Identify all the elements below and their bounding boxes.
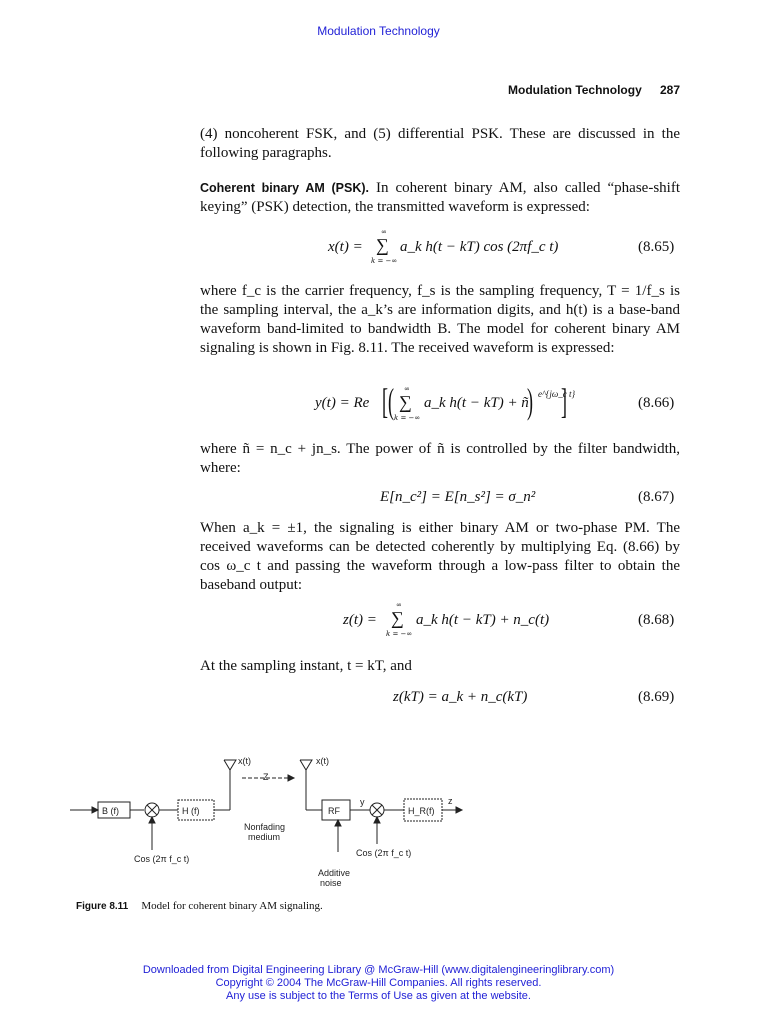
label-noise-2: noise <box>320 878 342 888</box>
footer-line-1[interactable]: Downloaded from Digital Engineering Library @ McGraw-Hill (www.digitalengineeringlibrary.com) <box>142 964 615 976</box>
eq-8-69: z(kT) = a_k + n_c(kT) <box>393 689 528 705</box>
eq-number: (8.66) <box>638 395 675 411</box>
label-x-out: x(t) <box>316 756 329 766</box>
eq-8-66-exp: e^{jω_c t} <box>538 389 576 399</box>
eq-8-66-rhs: a_k h(t − kT) + ñ <box>424 395 529 411</box>
figure-caption <box>76 894 323 913</box>
paragraph-2 <box>200 179 680 217</box>
page-number: 287 <box>660 83 681 97</box>
figure-caption-text: Model for coherent binary AM signaling. <box>141 900 323 912</box>
paragraph-6: At the sampling instant, t = kT, and <box>200 658 412 674</box>
label-hf: H (f) <box>182 806 200 816</box>
label-z: z <box>448 796 453 806</box>
sum-upper: ∞ <box>396 601 402 609</box>
eq-number: (8.69) <box>638 689 675 705</box>
eq-8-68-rhs: a_k h(t − kT) + n_c(t) <box>416 612 550 628</box>
sum-lower: k = −∞ <box>394 414 421 422</box>
paragraph-2-text: In coherent binary AM, also called “phase-shift keying” (PSK) detection, the transmitted waveform is expressed: <box>200 180 680 215</box>
label-bf: B (f) <box>102 806 119 816</box>
label-cos-2: Cos (2π f_c t) <box>356 848 412 858</box>
label-noise: Additive <box>318 868 351 878</box>
running-head: Modulation Technology <box>508 83 642 97</box>
bracket-right: ] <box>561 381 567 421</box>
eq-8-65-rhs: a_k h(t − kT) cos (2πf_c t) <box>400 239 559 255</box>
eq-8-67: E[n_c²] = E[n_s²] = σ_n² <box>380 489 536 505</box>
label-cos-1: Cos (2π f_c t) <box>134 854 190 864</box>
label-medium-2: medium <box>248 832 281 842</box>
eq-8-68-lhs: z(t) = <box>343 612 377 628</box>
eq-number: (8.67) <box>638 489 675 505</box>
eq-number: (8.68) <box>638 612 675 628</box>
eq-8-65-lhs: x(t) = <box>328 239 363 255</box>
paragraph-5: When a_k = ±1, the signaling is either binary AM or two-phase PM. The received waveforms can be detected coherently by multiplying Eq. (8.66) by cos ω_c t and passing the waveform through a low-pass filter to obtain the baseband output: <box>200 520 680 593</box>
sum-upper: ∞ <box>381 228 387 236</box>
bracket-left: [( <box>381 381 394 421</box>
sum-symbol: ∑ <box>399 392 412 412</box>
label-hr: H_R(f) <box>408 806 435 816</box>
sum-symbol: ∑ <box>376 235 389 255</box>
sum-symbol: ∑ <box>391 608 404 628</box>
sum-upper: ∞ <box>404 385 410 393</box>
label-rf: RF <box>328 806 340 816</box>
footer-line-2: Copyright © 2004 The McGraw-Hill Companies. All rights reserved. <box>215 977 542 989</box>
paragraph-lead: Coherent binary AM (PSK). <box>200 181 370 195</box>
paragraph-4: where ñ = n_c + jn_s. The power of ñ is controlled by the filter bandwidth, where: <box>200 441 680 476</box>
label-z-medium: Z <box>263 772 269 782</box>
figure-label: Figure 8.11 <box>76 901 129 912</box>
label-medium: Nonfading <box>244 822 286 832</box>
eq-8-66-lhs: y(t) = Re <box>315 395 370 411</box>
bracket-close: ) <box>527 381 533 421</box>
sum-lower: k = −∞ <box>386 630 413 638</box>
paragraph-3: where f_c is the carrier frequency, f_s is the sampling frequency, T = 1/f_s is the sampling interval, the a_k’s are information digits, and h(t) is a base-band waveform band-limited to bandwidth B. The model for coherent binary AM signaling is shown in Fig. 8.11. The received waveform is expressed: <box>200 283 680 356</box>
label-x-in: x(t) <box>238 756 251 766</box>
block-diagram <box>70 752 470 892</box>
eq-number: (8.65) <box>638 239 675 255</box>
footer-line-3[interactable]: Any use is subject to the Terms of Use as given at the website. <box>226 990 531 1002</box>
paragraph-1: (4) noncoherent FSK, and (5) differential PSK. These are discussed in the following paragraphs. <box>200 126 680 161</box>
label-y: y <box>360 797 365 807</box>
sum-lower: k = −∞ <box>371 257 398 265</box>
header-link[interactable]: Modulation Technology <box>317 24 440 38</box>
